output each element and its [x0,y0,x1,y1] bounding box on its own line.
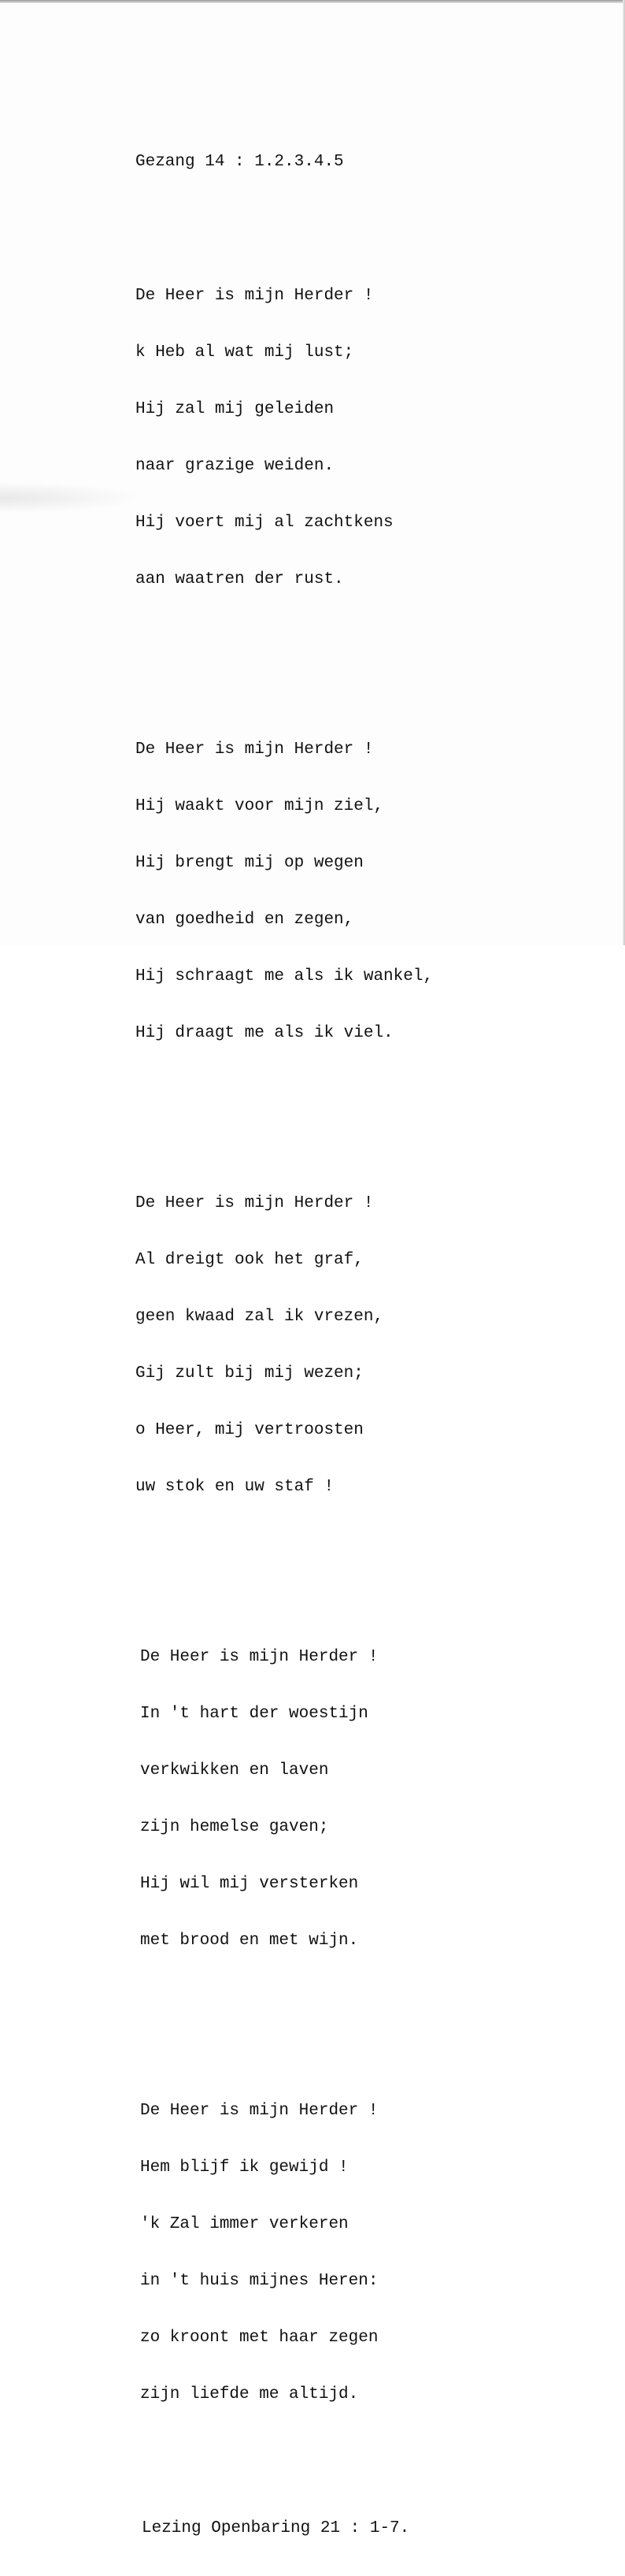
verse-line: De Heer is mijn Herder ! [135,1194,374,1212]
verse-line: Hij voert mij al zachtkens [135,514,394,532]
verse-line: Hij schraagt me als ik wankel, [135,967,434,985]
verse-line: van goedheid en zegen, [135,911,354,929]
verse-line: Hij wil mij versterken [140,1875,359,1893]
hymn-text [135,115,576,2576]
verse-line: Hij waakt voor mijn ziel, [135,797,384,815]
verse-line: geen kwaad zal ik vrezen, [135,1308,384,1326]
verse-line: Hij zal mij geleiden [135,400,335,418]
scan-smudge [0,482,142,514]
verse-line: zo kroont met haar zegen [140,2329,379,2347]
page-top-edge [0,0,625,3]
verse-line: De Heer is mijn Herder ! [140,1648,379,1666]
verse-line: De Heer is mijn Herder ! [135,287,374,305]
verse-line: In 't hart der woestijn [140,1705,368,1723]
verse-line: Hem blijf ik gewijd ! [140,2158,349,2177]
verse-line: Hij brengt mij op wegen [135,854,364,872]
stanza-4 [135,1610,576,1988]
verse-line: De Heer is mijn Herder ! [140,2102,379,2120]
verse-line: 'k Zal immer verkeren [140,2215,349,2233]
stanza-5 [135,2064,576,2442]
verse-line: uw stok en uw staf ! [135,1478,335,1496]
verse-line: met brood en met wijn. [140,1932,359,1950]
verse-line: aan waatren der rust. [135,570,344,588]
verse-line: Gij zult bij mij wezen; [135,1364,364,1383]
verse-line: naar grazige weiden. [135,457,335,475]
verse-line: in 't huis mijnes Heren: [140,2272,379,2290]
verse-line: Hij draagt me als ik viel. [135,1024,394,1042]
verse-line: De Heer is mijn Herder ! [135,741,374,759]
reading-reference: Lezing Openbaring 21 : 1-7. [142,2519,410,2537]
verse-line: verkwikken en laven [140,1761,329,1780]
verse-line: Al dreigt ook het graf, [135,1251,364,1269]
verse-line: zijn liefde me altijd. [140,2385,359,2403]
stanza-1 [135,249,576,627]
verse-line: zijn hemelse gaven; [140,1818,329,1836]
stanza-3 [135,1156,576,1535]
verse-line: o Heer, mij vertroosten [135,1421,364,1439]
hymn-heading: Gezang 14 : 1.2.3.4.5 [135,153,344,171]
verse-line: k Heb al wat mij lust; [135,343,354,362]
stanza-2 [135,703,576,1081]
